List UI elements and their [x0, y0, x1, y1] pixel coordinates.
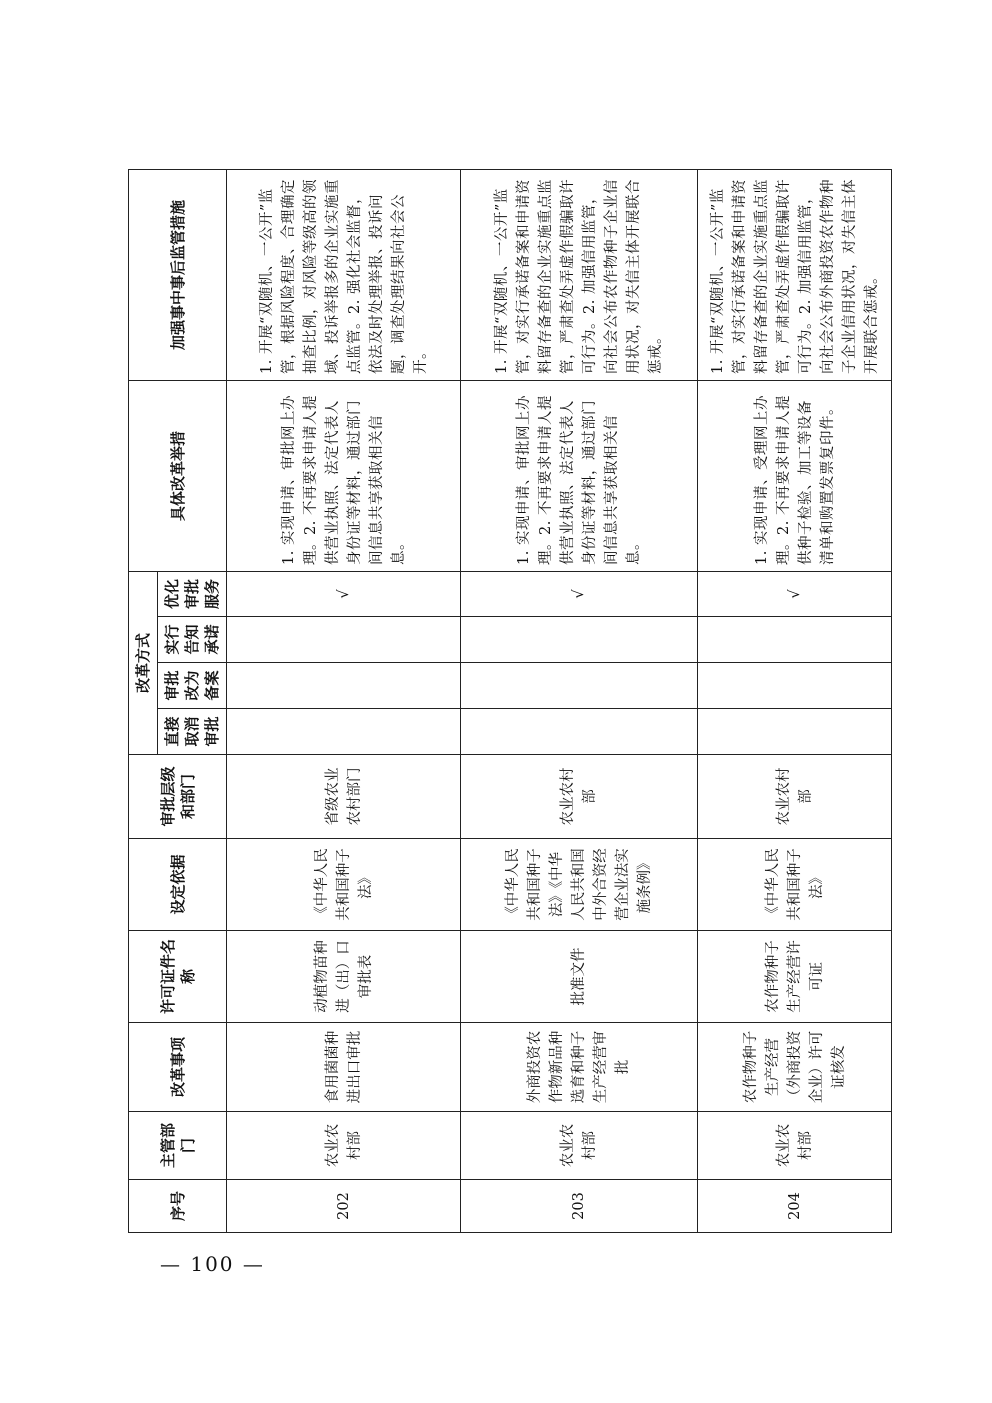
page-number: — 100 —: [160, 1252, 265, 1276]
cell-filing: [698, 663, 892, 709]
cell-optimize-checkmark: √: [227, 571, 461, 616]
cell-item: 农作物种子生产经营（外商投资企业）许可证核发: [698, 1023, 892, 1112]
cell-measures: 1. 实现申请、审批网上办理。2. 不再要求申请人提供营业执照、法定代表人身份证等材料，通过部门间信息共享获取相关信息。: [461, 380, 698, 571]
table-row: [461, 169, 698, 1232]
table-row: [698, 169, 892, 1232]
cell-item: 外商投资农作物新品种选育和种子生产经营审批: [461, 1023, 698, 1112]
header-item: 改革事项: [129, 1023, 227, 1112]
cell-level: 省级农业农村部门: [227, 755, 461, 839]
cell-seq: 202: [227, 1180, 461, 1233]
cell-filing: [227, 663, 461, 709]
cell-dept: 农业农村部: [698, 1112, 892, 1180]
reform-table: [128, 169, 892, 1233]
header-filing: 审批改为备案: [158, 663, 227, 709]
cell-license: 动植物苗种进（出）口审批表: [227, 931, 461, 1023]
cell-optimize-checkmark: √: [461, 571, 698, 616]
cell-promise: [227, 617, 461, 663]
cell-promise: [698, 617, 892, 663]
header-level: 审批层级和部门: [129, 755, 227, 839]
cell-cancel: [227, 709, 461, 755]
cell-item: 食用菌菌种进出口审批: [227, 1023, 461, 1112]
header-dept: 主管部门: [129, 1112, 227, 1180]
cell-license: 农作物种子生产经营许可证: [698, 931, 892, 1023]
cell-measures: 1. 实现申请、审批网上办理。2. 不再要求申请人提供营业执照、法定代表人身份证等材料，通过部门间信息共享获取相关信息。: [227, 380, 461, 571]
cell-supervision: 1. 开展“双随机、一公开”监管，对实行承诺备案和申请资料留存备查的企业实施重点监管，严肃查处弄虚作假骗取许可行为。2. 加强信用监管，向社会公布外商投资农作物种子企业信用状况，对失信主体开展联合惩戒。: [698, 169, 892, 380]
rotated-table-container: [128, 170, 880, 1233]
cell-dept: 农业农村部: [227, 1112, 461, 1180]
header-cancel: 直接取消审批: [158, 709, 227, 755]
header-measures: 具体改革举措: [129, 380, 227, 571]
header-license: 许可证件名称: [129, 931, 227, 1023]
cell-basis: 《中华人民共和国种子法》: [698, 839, 892, 931]
cell-optimize-checkmark: √: [698, 571, 892, 616]
cell-supervision: 1. 开展“双随机、一公开”监管，对实行承诺备案和申请资料留存备查的企业实施重点监管，严肃查处弄虚作假骗取许可行为。2. 加强信用监管，向社会公布农作物种子企业信用状况，对失信主体开展联合惩戒。: [461, 169, 698, 380]
cell-level: 农业农村部: [461, 755, 698, 839]
cell-cancel: [698, 709, 892, 755]
cell-seq: 204: [698, 1180, 892, 1233]
header-basis: 设定依据: [129, 839, 227, 931]
header-seq: 序号: [129, 1180, 227, 1233]
cell-license: 批准文件: [461, 931, 698, 1023]
header-optimize: 优化审批服务: [158, 571, 227, 616]
cell-filing: [461, 663, 698, 709]
header-method-group: 改革方式: [129, 571, 158, 754]
cell-measures: 1. 实现申请、受理网上办理。2. 不再要求申请人提供种子检验、加工等设备清单和购置发票复印件。: [698, 380, 892, 571]
header-promise: 实行告知承诺: [158, 617, 227, 663]
header-row-1: [129, 169, 158, 1232]
cell-dept: 农业农村部: [461, 1112, 698, 1180]
cell-seq: 203: [461, 1180, 698, 1233]
cell-cancel: [461, 709, 698, 755]
table-row: [227, 169, 461, 1232]
cell-promise: [461, 617, 698, 663]
cell-basis: 《中华人民共和国种子法》《中华人民共和国中外合资经营企业法实施条例》: [461, 839, 698, 931]
cell-basis: 《中华人民共和国种子法》: [227, 839, 461, 931]
header-supervision: 加强事中事后监管措施: [129, 169, 227, 380]
cell-supervision: 1. 开展“双随机、一公开”监管，根据风险程度、合理确定抽查比例，对风险等级高的领域、投诉举报多的企业实施重点监管。2. 强化社会监督，依法及时处理举报、投诉问题，调查处理结果向社会公开。: [227, 169, 461, 380]
cell-level: 农业农村部: [698, 755, 892, 839]
